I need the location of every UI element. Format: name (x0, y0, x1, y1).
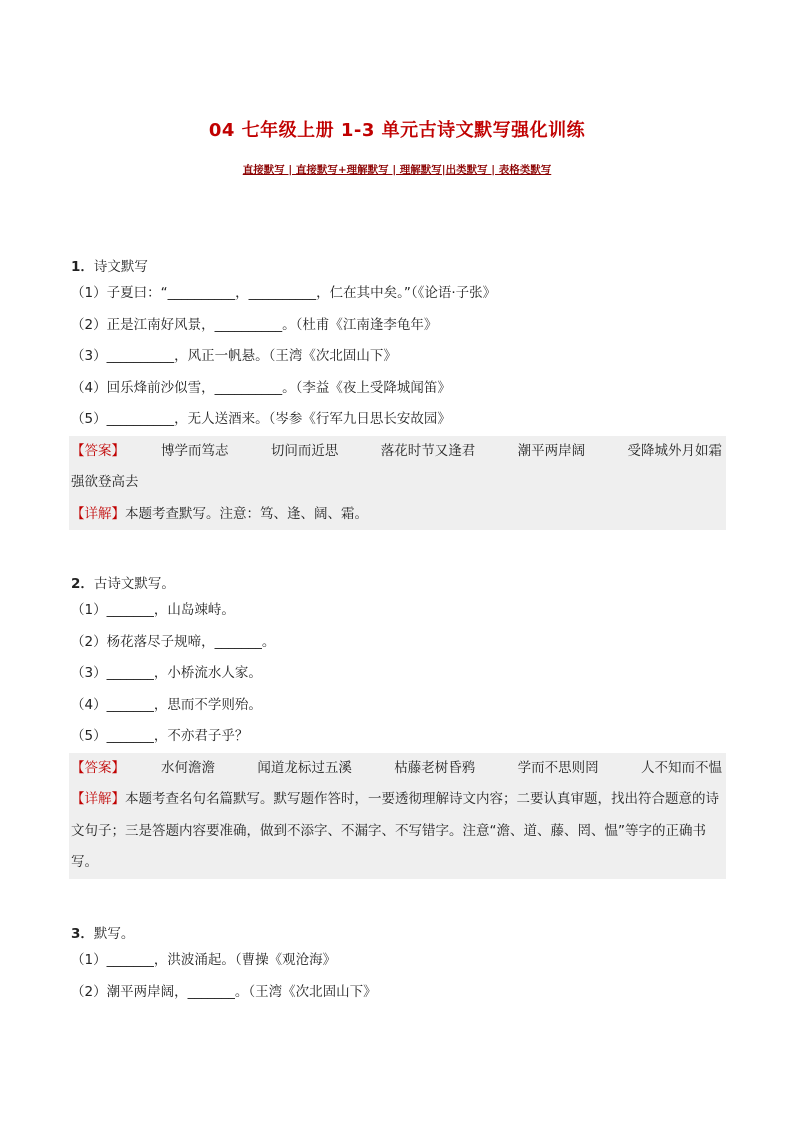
question-3-line-1: （1）_______，洪波涌起。（曹操《观沧海》 (71, 952, 337, 968)
question-1 (71, 256, 724, 530)
question-1-detail (71, 499, 724, 531)
question-2-title (71, 573, 724, 595)
question-2-answer-box (69, 753, 726, 879)
answer-item: 水何澹澹 (161, 759, 215, 776)
answer-items (125, 436, 724, 468)
answer-tag: 【答案】 (71, 442, 125, 459)
answer-item: 学而不思则罔 (517, 759, 599, 776)
question-2-line-3: （3）_______，小桥流水人家。 (71, 665, 262, 681)
detail-tag: 【详解】 (71, 791, 125, 807)
question-1-line-5: （5）__________，无人送酒来。（岑参《行军九日思长安故园》 (71, 411, 451, 427)
answer-tag: 【答案】 (71, 759, 125, 776)
question-2-line-2: （2）杨花落尽子规啼，_______。 (71, 633, 276, 650)
question-2-detail (71, 784, 724, 879)
question-1-answer-box (69, 436, 726, 531)
question-2-line-1: （1）_______，山岛竦峙。 (71, 602, 235, 618)
question-1-line-4: （4）回乐烽前沙似雪，__________。（李益《夜上受降城闻笛》 (71, 379, 451, 396)
detail-tag: 【详解】 (71, 505, 125, 522)
question-2-heading: 古诗文默写。 (93, 576, 175, 592)
question-1-line-2: （2）正是江南好风景，__________。（杜甫《江南逢李龟年》 (71, 316, 438, 333)
question-1-number: 1． (71, 259, 94, 275)
question-2 (71, 573, 724, 879)
answer-item: 潮平两岸阔 (517, 442, 586, 459)
question-2-line-4: （4）_______，思而不学则殆。 (71, 696, 262, 713)
answer-continuation: 强欲登高去 (71, 474, 139, 490)
question-1-line-3: （3）__________，风正一帆悬。（王湾《次北固山下》 (71, 348, 397, 364)
question-1-line-1: （1）子夏曰：“__________，__________，仁在其中矣。”（《论语·子张》 (71, 285, 497, 301)
page-subtitle: 直接默写 | 直接默写+理解默写 | 理解默写|出类默写 | 表格类默写 (242, 164, 552, 176)
question-3-heading: 默写。 (93, 926, 135, 942)
answer-item: 枯藤老树昏鸦 (394, 759, 476, 776)
question-3 (71, 923, 724, 1008)
answer-item: 落花时节又逢君 (380, 442, 476, 459)
question-1-heading: 诗文默写 (93, 259, 148, 275)
question-1-title (71, 256, 724, 278)
question-3-title (71, 923, 724, 945)
question-1-answer-row (71, 436, 724, 468)
question-2-number: 2． (71, 576, 94, 592)
answer-item: 受降城外月如霜 (627, 442, 722, 459)
question-3-line-2: （2）潮平两岸阔，_______。（王湾《次北固山下》 (71, 983, 377, 1000)
detail-text: 本题考查默写。注意：笃、逢、阔、霜。 (125, 505, 368, 522)
question-2-line-5: （5）_______，不亦君子乎？ (71, 728, 249, 744)
answer-items (125, 753, 724, 785)
detail-text: 本题考查名句名篇默写。默写题作答时，一要透彻理解诗文内容；二要认真审题，找出符合题意的诗文句子；三是答题内容要准确，做到不添字、不漏字、不写错字。注意“澹、道、藤、罔、愠”等字的正确书写。 (71, 791, 719, 870)
answer-item: 切问而近思 (270, 442, 339, 459)
answer-item: 人不知而不愠 (641, 759, 722, 776)
answer-item: 闻道龙标过五溪 (257, 759, 352, 776)
question-3-number: 3． (71, 926, 94, 942)
page-title: 04 七年级上册 1-3 单元古诗文默写强化训练 (208, 120, 586, 141)
question-2-answer-row (71, 753, 724, 785)
answer-item: 博学而笃志 (161, 442, 229, 459)
